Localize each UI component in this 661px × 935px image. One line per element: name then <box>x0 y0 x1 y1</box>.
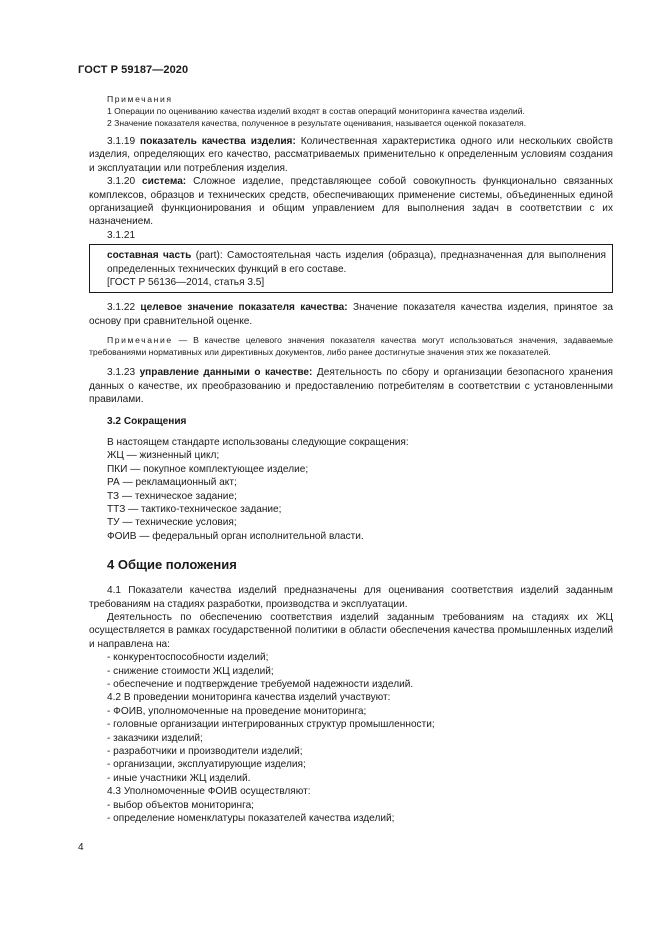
abbrev-item: РА — рекламационный акт; <box>107 477 237 489</box>
term-definition: Значение показателя качества изделия, принятое за основу при сравнительной оценке. <box>89 302 613 327</box>
abbrev-item: ТЗ — техническое задание; <box>107 490 237 502</box>
list-item: - иные участники ЖЦ изделий. <box>107 772 251 784</box>
term-3-1-21 <box>107 249 606 276</box>
abbrev-intro: В настоящем стандарте использованы следующие сокращения: <box>107 436 409 448</box>
abbrev-item: ПКИ — покупное комплектующее изделие; <box>107 463 309 475</box>
list-item: - выбор объектов мониторинга; <box>107 799 254 811</box>
list-item: - ФОИВ, уполномоченные на проведение мониторинга; <box>107 705 367 717</box>
list-item: - определение номенклатуры показателей качества изделий; <box>107 813 395 825</box>
paragraph-4-2: 4.2 В проведении мониторинга качества изделий участвуют: <box>107 692 391 704</box>
term-definition: Деятельность по сбору и организации безопасного хранения данных о качестве, их преобразованию и предоставлению потребителям в соответствии с установленными правилами. <box>89 367 613 406</box>
list-item: - разработчики и производители изделий; <box>107 746 303 758</box>
term-number: 3.1.21 <box>107 229 136 241</box>
note-heading: Примечание <box>107 335 173 346</box>
term-3-1-23 <box>89 366 613 406</box>
note-item: 2 Значение показателя качества, полученное в результате оценивания, называется оценкой показателя. <box>107 118 527 128</box>
term-name: составная часть <box>107 250 192 262</box>
abbrev-item: ЖЦ — жизненный цикл; <box>107 450 220 462</box>
list-item: - конкурентоспособности изделий; <box>107 652 269 664</box>
section-4-title: 4 Общие положения <box>107 557 237 573</box>
document-body <box>89 93 613 825</box>
term-name: показатель качества изделия: <box>140 136 296 147</box>
term-3-1-22 <box>89 301 613 328</box>
paragraph-4-3: 4.3 Уполномоченные ФОИВ осуществляют: <box>107 786 311 798</box>
paragraph-4-1: 4.1 Показатели качества изделий предназначены для оценивания соответствия изделий заданным требованиям на стадиях разработки, производства и эксплуатации. <box>89 585 613 610</box>
abbrev-item: ТУ — технические условия; <box>107 517 237 529</box>
page-number: 4 <box>78 842 84 853</box>
list-item: - обеспечение и подтверждение требуемой надежности изделий. <box>107 679 414 690</box>
term-definition: Количественная характеристика одного или нескольких свойств изделия, определяющих его качество, рассматриваемых применительно к определенным условиям создания и эксплуатации или потребления изделия. <box>89 136 613 174</box>
document-code: ГОСТ Р 59187—2020 <box>78 64 189 76</box>
term-3-1-21-box <box>89 244 613 293</box>
term-reference: [ГОСТ Р 56136—2014, статья 3.5] <box>107 277 265 289</box>
abbrev-item: ФОИВ — федеральный орган исполнительной власти. <box>107 530 364 542</box>
note-3-1-22 <box>89 334 613 358</box>
term-number: 3.1.20 <box>107 176 136 188</box>
paragraph-4-1-b: Деятельность по обеспечению соответствия изделий заданным требованиям на стадиях их ЖЦ осуществляется в рамках государственной политики в области обеспечения качества промышленных изделий и направлена на: <box>89 611 613 650</box>
list-item: - головные организации интегрированных структур промышленности; <box>107 719 435 731</box>
term-name: целевое значение показателя качества: <box>140 302 348 314</box>
term-definition: Сложное изделие, представляющее собой совокупность функционально связанных комплексов, образцов и технических средств, обеспечивающих применение системы, объединенных единой организацией функционирования и общим управлением для выполнения задач в соответствии с их назначением. <box>89 176 613 228</box>
abbrev-item: ТТЗ — тактико-техническое задание; <box>107 503 282 515</box>
list-item: - заказчики изделий; <box>107 732 203 744</box>
term-3-1-20 <box>89 175 613 229</box>
note-text: — В качестве целевого значения показателя качества могут использоваться значения, задаваемые требованиями нормативных или директивных документов, либо ранее достигнутые значения этих же показателей. <box>89 335 614 358</box>
term-name: управление данными о качестве: <box>139 367 313 379</box>
section-3-2-title: 3.2 Сокращения <box>107 415 187 427</box>
term-name: система: <box>142 176 187 188</box>
notes-heading: Примечания <box>107 94 173 104</box>
term-definition: (part): Самостоятельная часть изделия (образца), предназначенная для выполнения определенных технических функций в его составе. <box>107 250 606 275</box>
term-number: 3.1.19 <box>107 136 136 147</box>
term-number: 3.1.22 <box>107 302 136 314</box>
list-item: - организации, эксплуатирующие изделия; <box>107 759 306 771</box>
list-item: - снижение стоимости ЖЦ изделий; <box>107 665 274 677</box>
term-3-1-19 <box>89 135 613 175</box>
note-item: 1 Операции по оцениванию качества изделий входят в состав операций мониторинга качества изделий. <box>107 106 525 116</box>
notes-block <box>89 93 613 129</box>
term-number: 3.1.23 <box>107 367 136 379</box>
